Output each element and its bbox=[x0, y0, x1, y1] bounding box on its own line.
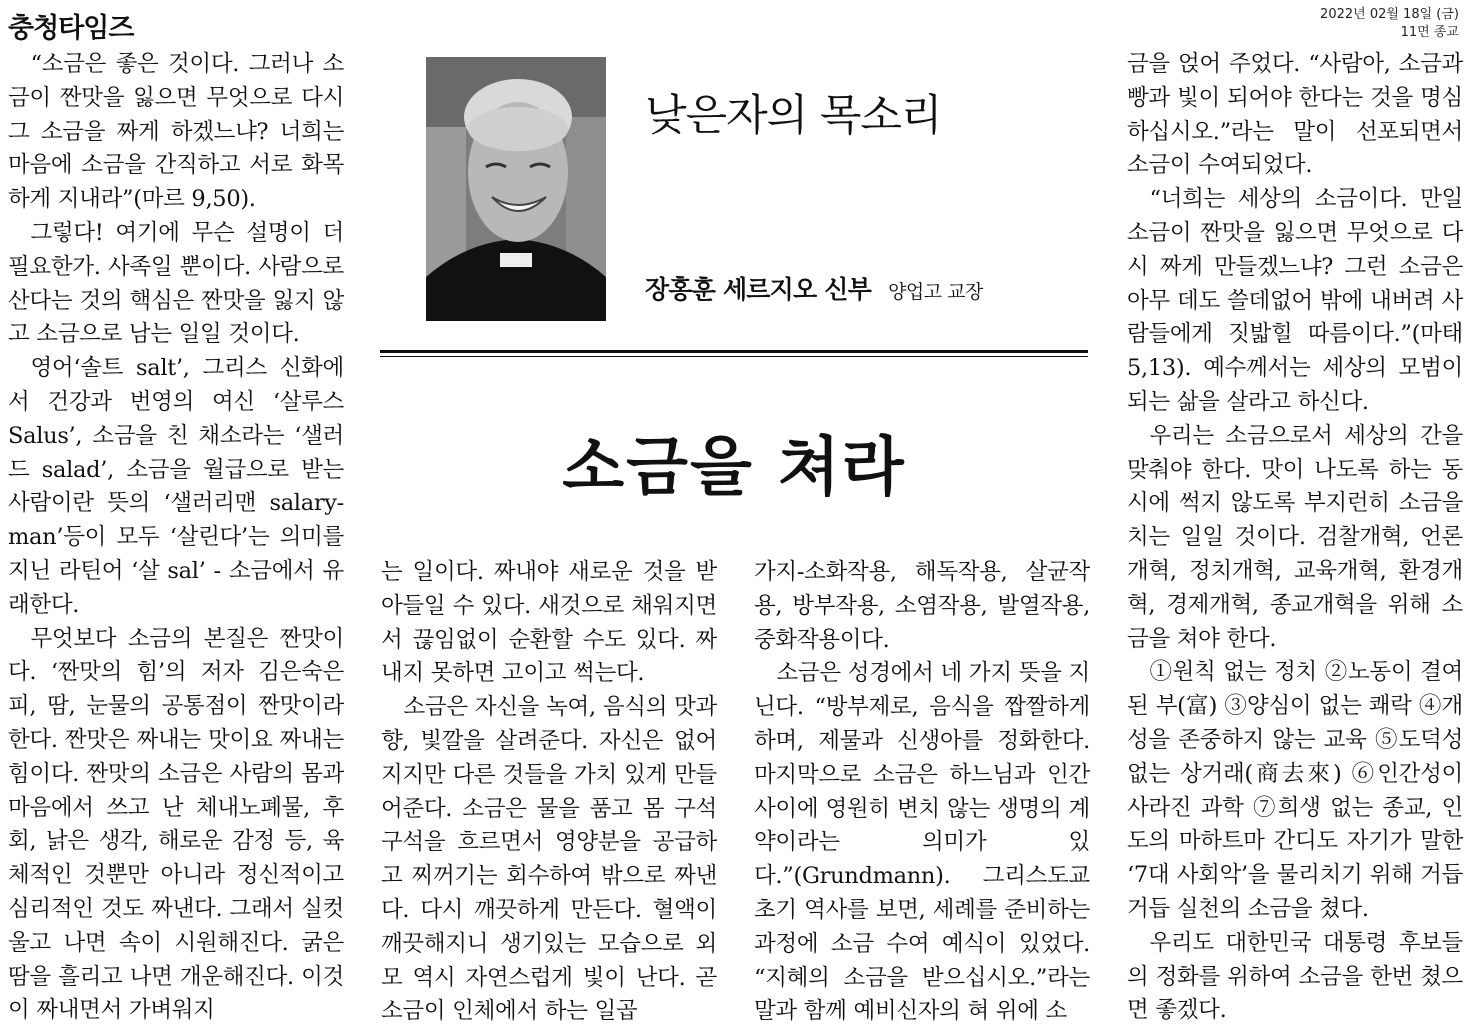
paragraph: “소금은 좋은 것이다. 그러나 소금이 짠맛을 잃으면 무엇으로 다시 그 소금을 짜게 하겠느냐? 너희는 마음에 소금을 간직하고 서로 화목하게 지내라”(마르 9,50). bbox=[8, 51, 344, 213]
headline-divider-thin bbox=[380, 356, 1088, 357]
paragraph: 는 일이다. 짜내야 새로운 것을 받아들일 수 있다. 새것으로 채워지면서 끊임없이 순환할 수도 있다. 짜내지 못하면 고이고 썩는다. bbox=[381, 559, 717, 687]
paragraph: 소금은 성경에서 네 가지 뜻을 지닌다. “방부제로, 음식을 짭짤하게 하며, 제물과 신생아를 정화한다. 마지막으로 소금은 하느님과 인간 사이에 영원히 변치 않는 생명의 계약이라는 의미가 있다.”(Grundmann). 그리스도교 초기 역사를 보면, 세례를 준비하는 과정에 소금 수여 예식이 있었다. “지혜의 소금을 받으십시오.”라는 말과 함께 예비신자의 혀 위에 소 bbox=[754, 660, 1090, 1025]
page-section: 11면 종교 bbox=[1400, 25, 1459, 40]
paragraph: 영어‘솔트 salt’, 그리스 신화에서 건강과 번영의 여신 ‘살루스 Salus’, 소금을 친 채소라는 ‘샐러드 salad’, 소금을 월급으로 받는 사람이란 뜻의 ‘샐러리맨 salary-man’등이 모두 ‘살린다’는 의미를 지닌 라틴어 ‘살 sal’ - 소금에서 유래한다. bbox=[8, 355, 344, 618]
paragraph: 금을 얹어 주었다. “사람아, 소금과 빵과 빛이 되어야 한다는 것을 명심하십시오.”라는 말이 선포되면서 소금이 수여되었다. bbox=[1127, 51, 1463, 179]
dateline bbox=[1320, 6, 1459, 42]
column-title: 낮은자의 목소리 bbox=[645, 91, 942, 141]
author-role: 양업고 교장 bbox=[888, 281, 983, 303]
paragraph: 무엇보다 소금의 본질은 짠맛이다. ‘짠맛의 힘’의 저자 김은숙은 피, 땀, 눈물의 공통점이 짠맛이라 한다. 짠맛은 짜내는 맛이요 짜내는 힘이다. 짠맛의 소금은 사람의 몸과 마음에서 쓰고 난 체내노폐물, 후회, 낡은 생각, 해로운 감정 등, 육체적인 것뿐만 아니라 정신적이고 심리적인 것도 짜낸다. 그래서 실컷 울고 나면 속이 시원해진다. 굵은 땀을 흘리고 나면 개운해진다. 이것이 짜내면서 가벼워지 bbox=[8, 625, 344, 1024]
paragraph: 소금은 자신을 녹여, 음식의 맛과 향, 빛깔을 살려준다. 자신은 없어지지만 다른 것들을 가치 있게 만들어준다. 소금은 물을 품고 몸 구석구석을 흐르면서 영양분을 공급하고 찌꺼기는 회수하여 밖으로 짜낸다. 다시 깨끗하게 만든다. 혈액이 깨끗해지니 생기있는 모습으로 외모 역시 자연스럽게 빛이 난다. 곧 소금이 인체에서 하는 일곱 bbox=[381, 694, 717, 1025]
author-photo bbox=[426, 57, 606, 321]
author-name: 장홍훈 세르지오 신부 bbox=[645, 275, 871, 304]
paragraph: ①원칙 없는 정치 ②노동이 결여된 부(富) ③양심이 없는 쾌락 ④개성을 존중하지 않는 교육 ⑤도덕성 없는 상거래(商去來) ⑥인간성이 사라진 과학 ⑦희생 없는 종교, 인도의 마하트마 간디도 자기가 말한 ‘7대 사회악’을 물리치기 위해 거듭거듭 실천의 소금을 쳤다. bbox=[1127, 659, 1463, 922]
article-column-2 bbox=[381, 556, 717, 1029]
paragraph: 우리도 대한민국 대통령 후보들의 정화를 위하여 소금을 한번 쳤으면 좋겠다. bbox=[1127, 929, 1463, 1024]
article-column-1 bbox=[8, 48, 344, 1028]
headline-divider bbox=[380, 350, 1088, 353]
paragraph: 그렇다! 여기에 무슨 설명이 더 필요한가. 사족일 뿐이다. 사람으로 산다는 것의 핵심은 짠맛을 잃지 않고 소금으로 남는 일일 것이다. bbox=[8, 219, 344, 348]
paragraph: “너희는 세상의 소금이다. 만일 소금이 짠맛을 잃으면 무엇으로 다시 짜게 만들겠느냐? 그런 소금은 아무 데도 쓸데없어 밖에 내버려 사람들에게 짓밟힐 따름이다.”(마태 5,13). 예수께서는 세상의 모범이 되는 삶을 살라고 하신다. bbox=[1127, 186, 1463, 415]
article-headline: 소금을 쳐라 bbox=[562, 430, 906, 505]
article-column-4 bbox=[1127, 48, 1463, 1028]
paragraph: 가지-소화작용, 해독작용, 살균작용, 방부작용, 소염작용, 발열작용, 중화작용이다. bbox=[754, 559, 1090, 653]
byline bbox=[645, 270, 983, 306]
newspaper-masthead: 충청타임즈 bbox=[8, 13, 134, 44]
paragraph: 우리는 소금으로서 세상의 간을 맞춰야 한다. 맛이 나도록 하는 동시에 썩지 않도록 부지런히 소금을 치는 일일 것이다. 검찰개혁, 언론개혁, 정치개혁, 교육개혁, 환경개혁, 경제개혁, 종교개혁을 위해 소금을 쳐야 한다. bbox=[1127, 422, 1463, 652]
issue-date: 2022년 02월 18일 (금) bbox=[1320, 7, 1459, 22]
article-column-3 bbox=[754, 556, 1090, 1029]
